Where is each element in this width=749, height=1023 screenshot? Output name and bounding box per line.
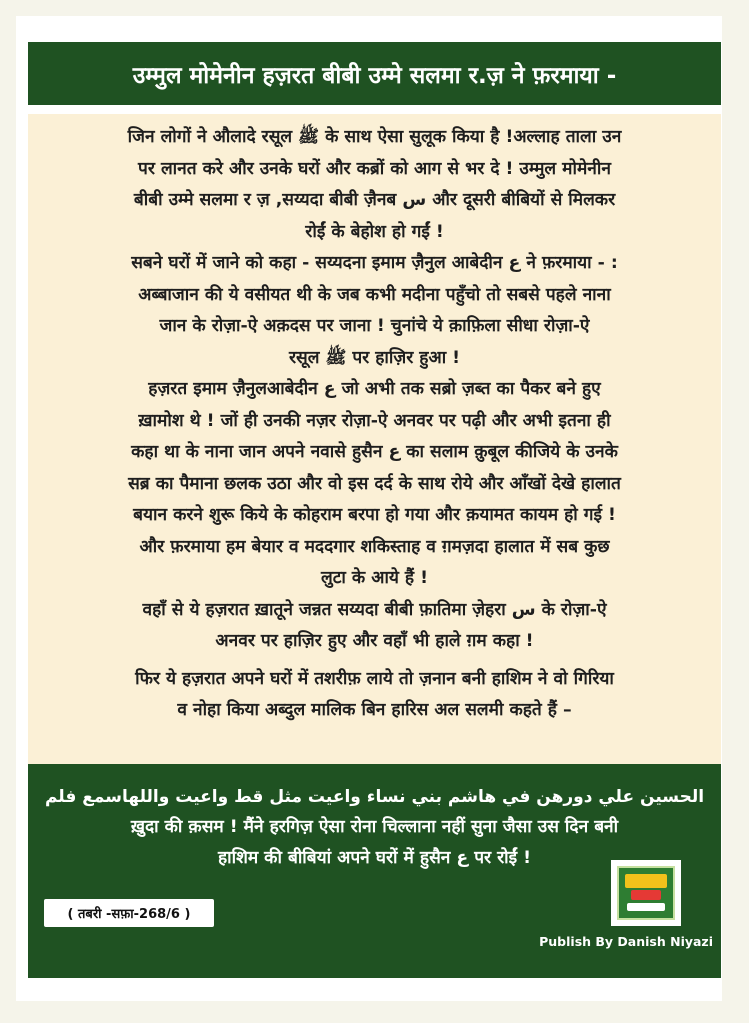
body-line: लुटा के आये हैं ! xyxy=(321,568,428,588)
body-line: सब्र का पैमाना छलक उठा और वो इस दर्द के साथ रोये और आँखों देखे हालात xyxy=(128,473,621,494)
body-line: रसूल ﷺ पर हाज़िर हुआ ! xyxy=(288,347,461,368)
publisher-logo xyxy=(611,860,681,926)
page-title: उम्मुल मोमेनीन हज़रत बीबी उम्मे सलमा र.ज़ ने फ़रमाया - xyxy=(132,62,617,89)
body-line: फिर ये हज़रात अपने घरों में तशरीफ़ लाये तो ज़नान बनी हाशिम ने वो गिरिया xyxy=(135,668,614,689)
body-panel xyxy=(28,114,721,764)
reference-box xyxy=(44,899,214,927)
body-line: हज़रत इमाम ज़ैनुलआबेदीन ع जो अभी तक सब्रो ज़ब्त का पैकर बने हुए xyxy=(148,379,601,399)
body-line: बीबी उम्मे सलमा र ज़ ,सय्यदा बीबी ज़ैनब س और दूसरी बीबियों से मिलकर xyxy=(133,190,616,210)
body-line: रोईं के बेहोश हो गईं ! xyxy=(305,221,444,242)
title-bar xyxy=(28,42,721,105)
reference-text: ( तबरी -सफ़ा-268/6 ) xyxy=(67,907,191,922)
body-line: कहा था के नाना जान अपने नवासे हुसैन ع का सलाम क़ुबूल कीजिये के उनके xyxy=(131,442,618,462)
body-text xyxy=(28,114,721,727)
body-line: जिन लोगों ने औलादे रसूल ﷺ के साथ ऐसा सुलूक किया है !अल्लाह ताला उन xyxy=(127,127,622,147)
translation-line: ख़ुदा की क़सम ! मैंने हरगिज़ ऐसा रोना चिल्लाना नहीं सुना जैसा उस दिन बनी xyxy=(130,817,619,837)
body-line: सबने घरों में जाने को कहा - सय्यदना इमाम ज़ैनुल आबेदीन ع ने फ़रमाया - : xyxy=(131,253,618,273)
logo-emblem-icon xyxy=(617,866,675,920)
body-line: अनवर पर हाज़िर हुए और वहाँ भी हाले ग़म कहा ! xyxy=(215,631,534,651)
publisher-credit: Publish By Danish Niyazi xyxy=(539,934,713,949)
body-line: और फ़रमाया हम बेयार व मददगार शकिस्ताह व ग़मज़दा हालात में सब कुछ xyxy=(139,536,610,557)
arabic-verse: الحسين علي دورهن في هاشم بني نساء واعيت مثل قط واعيت واللهاسمع فلم xyxy=(44,787,705,807)
body-line: बयान करने शुरू किये के कोहराम बरपा हो गया और क़यामत कायम हो गई ! xyxy=(133,505,616,525)
body-line: व नोहा किया अब्दुल मालिक बिन हारिस अल सलमी कहते हैं – xyxy=(177,700,572,720)
body-line: वहाँ से ये हज़रात ख़ातूने जन्नत सय्यदा बीबी फ़ातिमा ज़ेहरा س के रोज़ा-ऐ xyxy=(142,599,607,620)
body-line: पर लानत करे और उनके घरों और कब्रों को आग से भर दे ! उम्मुल मोमेनीन xyxy=(138,158,611,179)
bottom-panel xyxy=(28,764,721,978)
body-line: अब्बाजान की ये वसीयत थी के जब कभी मदीना पहुँचो तो सबसे पहले नाना xyxy=(138,284,611,305)
body-line: ख़ामोश थे ! जों ही उनकी नज़र रोज़ा-ऐ अनवर पर पढ़ी और अभी इतना ही xyxy=(138,410,611,431)
body-line: जान के रोज़ा-ऐ अक़दस पर जाना ! चुनांचे ये क़ाफ़िला सीधा रोज़ा-ऐ xyxy=(159,316,590,336)
translation-line: हाशिम की बीबियां अपने घरों में हुसैन ع पर रोईं ! xyxy=(217,848,532,868)
